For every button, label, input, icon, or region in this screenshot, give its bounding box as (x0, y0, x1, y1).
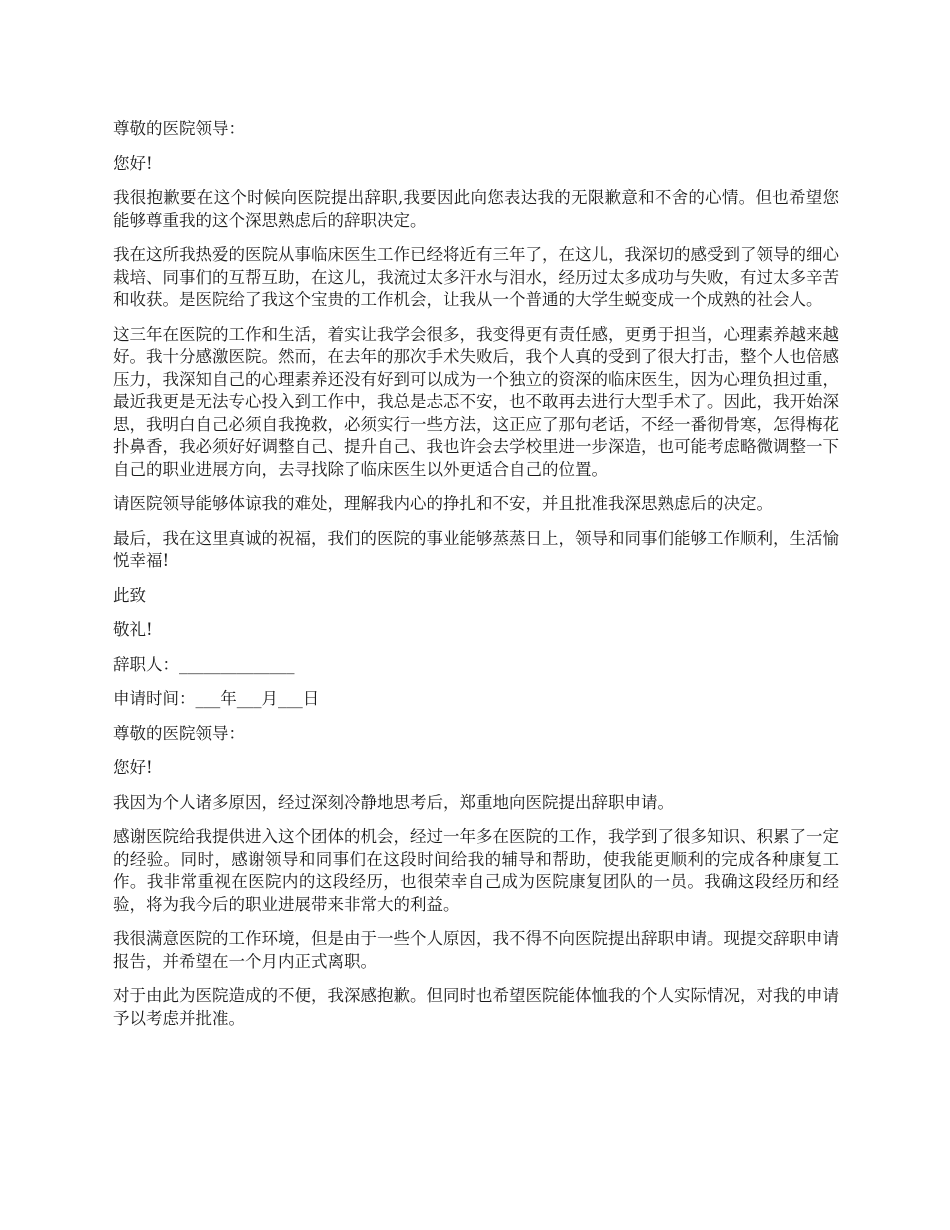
greeting: 您好! (113, 758, 153, 777)
salutation: 尊敬的医院领导： (113, 119, 245, 138)
salutation: 尊敬的医院领导： (113, 723, 245, 743)
body-paragraph: 请医院领导能够体谅我的难处，理解我内心的挣扎和不安，并且批准我深思熟虑后的决定。 (113, 494, 773, 513)
signer-line: 辞职人：______________ (113, 654, 295, 674)
body-paragraph: 对于由此为医院造成的不便，我深感抱歉。但同时也希望医院能体恤我的个人实际情况，对我的申请予以考虑并批准。 (113, 986, 839, 1028)
document-page (113, 118, 839, 1042)
closing-salute: 敬礼! (113, 620, 153, 639)
body-paragraph: 我在这所我热爱的医院从事临床医生工作已经将近有三年了，在这儿，我深切的感受到了领导的细心栽培、同事们的互帮互助，在这儿，我流过太多汗水与泪水，经历过太多成功与失败，有过太多辛苦和收获。是医院给了我这个宝贵的工作机会，让我从一个普通的大学生蜕变成一个成熟的社会人。 (113, 245, 839, 309)
body-paragraph: 我很抱歉要在这个时候向医院提出辞职,我要因此向您表达我的无限歉意和不舍的心情。但也希望您能够尊重我的这个深思熟虑后的辞职决定。 (113, 188, 839, 230)
body-paragraph: 我很满意医院的工作环境，但是由于一些个人原因，我不得不向医院提出辞职申请。现提交辞职申请报告，并希望在一个月内正式离职。 (113, 929, 839, 971)
body-paragraph: 这三年在医院的工作和生活，着实让我学会很多，我变得更有责任感，更勇于担当，心理素养越来越好。我十分感激医院。然而，在去年的那次手术失败后，我个人真的受到了很大打击，整个人也倍感压力，我深知自己的心理素养还没有好到可以成为一个独立的资深的临床医生，因为心理负担过重，最近我更是无法专心投入到工作中，我总是忐忑不安，也不敢再去进行大型手术了。因此，我开始深思，我明白自己必须自我挽救，必须实行一些方法，这正应了那句老话，不经一番彻骨寒，怎得梅花扑鼻香，我必须好好调整自己、提升自己、我也许会去学校里进一步深造，也可能考虑略微调整一下自己的职业进展方向，去寻找除了临床医生以外更适合自己的位置。 (113, 324, 839, 479)
greeting: 您好! (113, 153, 153, 173)
body-paragraph: 最后，我在这里真诚的祝福，我们的医院的事业能够蒸蒸日上，领导和同事们能够工作顺利，生活愉悦幸福! (113, 528, 839, 570)
body-paragraph: 我因为个人诸多原因，经过深刻冷静地思考后，郑重地向医院提出辞职申请。 (113, 792, 674, 812)
body-paragraph: 感谢医院给我提供进入这个团体的机会，经过一年多在医院的工作，我学到了很多知识、积累了一定的经验。同时，感谢领导和同事们在这段时间给我的辅导和帮助，使我能更顺利的完成各种康复工作。我非常重视在医院内的这段经历，也很荣幸自己成为医院康复团队的一员。我确这段经历和经验，将为我今后的职业进展带来非常大的利益。 (113, 827, 839, 914)
closing-line: 此致 (113, 585, 146, 605)
date-line: 申请时间：___年___月___日 (113, 689, 320, 708)
